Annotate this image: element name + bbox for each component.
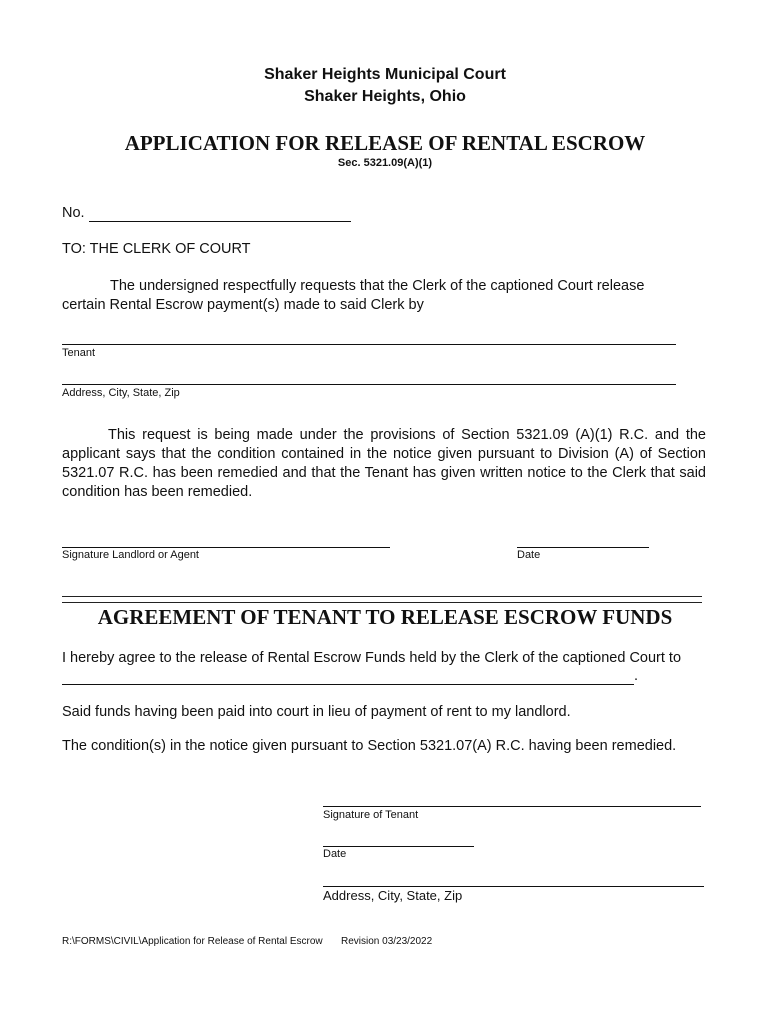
form-path: R:\FORMS\CIVIL\Application for Release of Rental Escrow xyxy=(62,936,323,947)
provisions-paragraph: This request is being made under the provisions of Section 5321.09 (A)(1) R.C. and the applicant says that the condition contained in the notice given pursuant to Division (A) of Section 5321.07 R.C. has been remedied and that the Tenant has given written notice to the Clerk that said condition has been remedied. xyxy=(62,427,706,500)
tenant-label: Tenant xyxy=(62,347,96,359)
court-location: Shaker Heights, Ohio xyxy=(304,88,466,105)
landlord-signature-label: Signature Landlord or Agent xyxy=(62,549,199,561)
request-paragraph: The undersigned respectfully requests that the Clerk of the captioned Court release certain Rental Escrow payment(s) made to said Clerk by xyxy=(62,278,645,313)
landlord-date-label: Date xyxy=(517,549,541,561)
tenant-address-field[interactable] xyxy=(62,384,676,385)
release-recipient-field[interactable] xyxy=(62,668,634,685)
page-title: APPLICATION FOR RELEASE OF RENTAL ESCROW xyxy=(124,131,646,155)
section-divider xyxy=(62,596,702,603)
court-name: Shaker Heights Municipal Court xyxy=(264,66,506,83)
release-line: I hereby agree to the release of Rental Escrow Funds held by the Clerk of the captioned Court to xyxy=(62,650,682,666)
condition-remedied-line: The condition(s) in the notice given pursuant to Section 5321.07(A) R.C. having been remedied. xyxy=(62,738,677,754)
tenant-signature-field[interactable] xyxy=(323,806,701,807)
case-number-label: No. xyxy=(62,205,85,221)
tenant-date-label: Date xyxy=(323,848,347,860)
tenant-address-label: Address, City, State, Zip xyxy=(323,888,463,903)
tenant-address-signature-field[interactable] xyxy=(323,886,704,887)
section-reference: Sec. 5321.09(A)(1) xyxy=(337,157,433,169)
agreement-title: AGREEMENT OF TENANT TO RELEASE ESCROW FUNDS xyxy=(97,605,673,629)
release-recipient-row xyxy=(62,668,638,685)
to-clerk-line: TO: THE CLERK OF COURT xyxy=(62,241,251,257)
tenant-name-field[interactable] xyxy=(62,344,676,345)
paid-into-court-line: Said funds having been paid into court in lieu of payment of rent to my landlord. xyxy=(62,704,571,720)
landlord-date-field[interactable] xyxy=(517,547,649,548)
address-label: Address, City, State, Zip xyxy=(62,387,180,399)
tenant-signature-label: Signature of Tenant xyxy=(323,809,419,821)
landlord-signature-field[interactable] xyxy=(62,547,390,548)
tenant-date-field[interactable] xyxy=(323,846,474,847)
revision-date: Revision 03/23/2022 xyxy=(341,936,433,947)
case-number-field[interactable] xyxy=(89,205,351,222)
release-line-end: . xyxy=(634,668,639,684)
case-number-row xyxy=(62,205,351,222)
